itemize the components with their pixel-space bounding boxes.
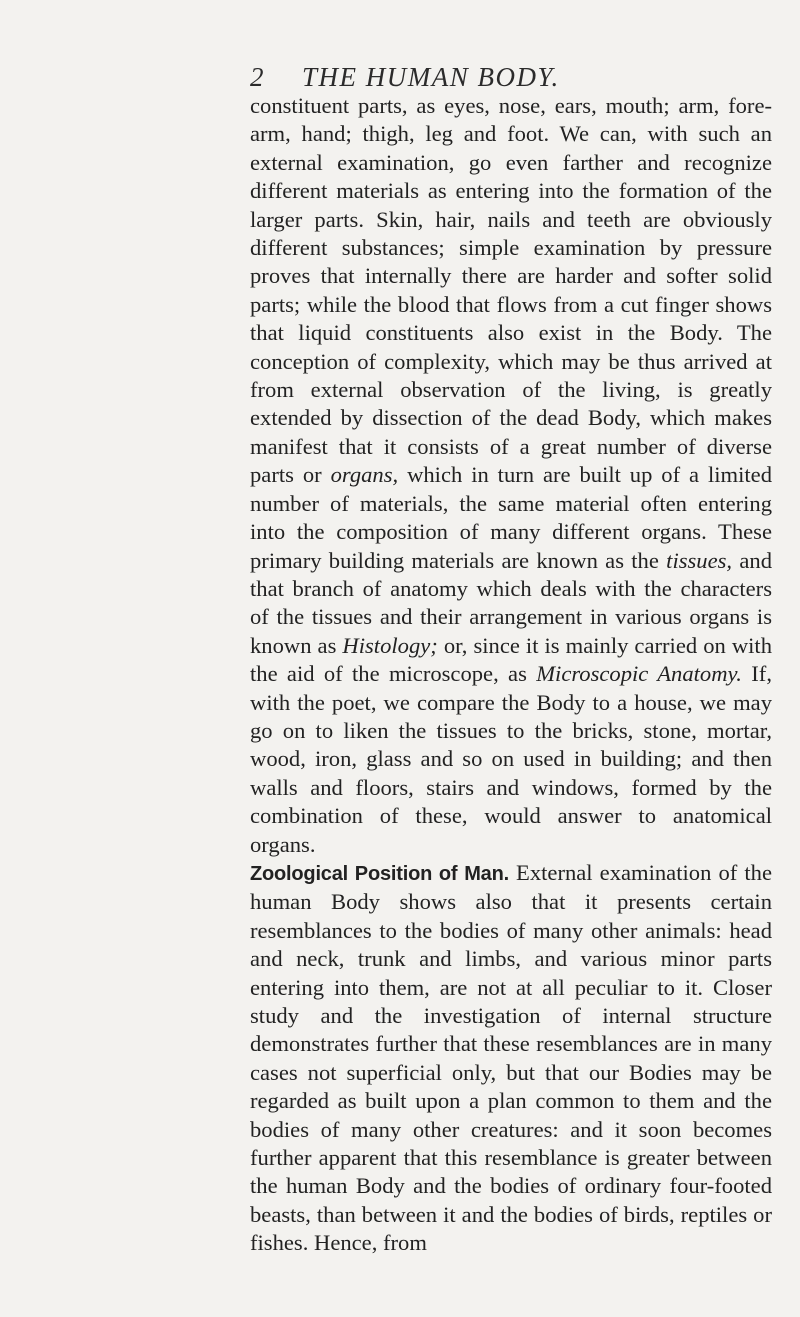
section-heading: Zoological Position of Man. [250, 862, 509, 885]
text-run: constituent parts, as eyes, nose, ears, mouth; arm, fore-arm, hand; thigh, leg and foot. We can, with such an external examination, go even farther and recognize different materials as entering into the formation of the larger parts. Skin, hair, nails and teeth are obviously different substances; simple examination by pressure proves that internally there are harder and softer solid parts; while the blood that flows from a cut finger shows that liquid constituents also exist in the Body. The conception of complexity, which may be thus arrived at from external observation of the living, is greatly extended by dissection of the dead Body, which makes manifest that it consists of a great number of diverse parts or [250, 93, 772, 488]
paragraph [250, 859, 772, 1258]
paragraph [250, 92, 772, 859]
emphasis-organs: organs, [330, 462, 399, 488]
text-run: If, with the poet, we compare the Body to a house, we may go on to liken the tissues to the bricks, stone, mortar, wood, iron, glass and so on used in building; and then walls and floors, stairs and windows, formed by the combination of these, would answer to anatomical organs. [250, 661, 772, 857]
emphasis-histology: Histology; [342, 632, 438, 658]
page-header [0, 62, 800, 96]
text-run: or, since it is mainly carried on with the aid of the microscope, as [250, 632, 772, 687]
text-run: External examination of the human Body shows also that it presents certain resemblances to the bodies of many other animals: head and neck, trunk and limbs, and various minor parts entering into them, are not at all peculiar to it. Closer study and the investigation of internal structure demonstrates further that these resemblances are in many cases not superficial only, but that our Bodies may be regarded as built upon a plan common to them and the bodies of many other creatures: and it soon becomes further apparent that this resemblance is greater between the human Body and the bodies of ordinary four-footed beasts, than between it and the bodies of birds, reptiles or fishes. Hence, from [250, 859, 772, 1256]
text-run: which in turn are built up of a limited number of materials, the same material often entering into the composition of many different organs. These primary building materials are known as the [250, 462, 772, 573]
bleed-through-text [180, 0, 310, 40]
page-number: 2 [250, 62, 264, 92]
body-text [250, 92, 772, 1258]
emphasis-microscopic-anatomy: Microscopic Anatomy. [536, 661, 742, 687]
emphasis-tissues: tissues, [666, 547, 733, 573]
running-title: THE HUMAN BODY. [302, 62, 560, 92]
text-run: and that branch of anatomy which deals with the characters of the tissues and their arrangement in various organs is known as [250, 547, 772, 658]
